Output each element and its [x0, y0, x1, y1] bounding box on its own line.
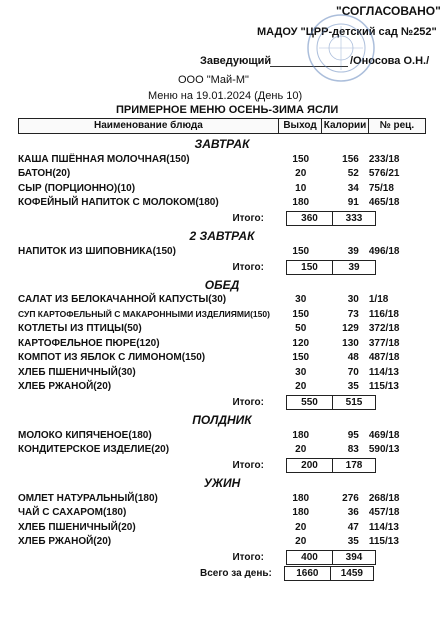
- dish-recipe: 233/18: [368, 153, 400, 165]
- total-calories: 333: [345, 213, 363, 224]
- table-row: [18, 351, 426, 366]
- section-total: [18, 260, 426, 275]
- table-row: [18, 152, 426, 167]
- dish-output: 20: [295, 536, 307, 548]
- dish-calories: 34: [347, 182, 359, 194]
- dish-output: 180: [292, 492, 310, 504]
- dish-calories: 70: [347, 366, 359, 378]
- dish-name: САЛАТ ИЗ БЕЛОКАЧАННОЙ КАПУСТЫ(30): [18, 294, 227, 306]
- dish-recipe: 465/18: [368, 197, 400, 209]
- dish-name: ОМЛЕТ НАТУРАЛЬНЫЙ(180): [18, 492, 158, 504]
- header-recipe: № рец.: [368, 119, 425, 133]
- dish-name: ЧАЙ С САХАРОМ(180): [18, 507, 127, 519]
- dish-output: 30: [295, 294, 307, 306]
- dish-name: ХЛЕБ ПШЕНИЧНЫЙ(30): [18, 366, 136, 378]
- dish-name: КОФЕЙНЫЙ НАПИТОК С МОЛОКОМ(180): [18, 197, 219, 209]
- stamp-seal: [305, 12, 377, 84]
- section-title: УЖИН: [203, 476, 241, 490]
- menu-date: Меню на 19.01.2024 (День 10): [148, 90, 303, 102]
- total-output: 550: [287, 396, 333, 409]
- dish-calories: 52: [347, 168, 359, 180]
- total-box: [286, 458, 376, 473]
- table-row: [18, 380, 426, 395]
- dish-output: 180: [292, 507, 310, 519]
- total-output: 150: [287, 261, 333, 274]
- dish-recipe: 372/18: [368, 323, 400, 335]
- dish-calories: 35: [347, 381, 359, 393]
- table-row: [18, 181, 426, 196]
- head-name: /Оносова О.Н./: [350, 55, 430, 67]
- section-total: [18, 211, 426, 226]
- dish-name: ХЛЕБ РЖАНОЙ(20): [18, 536, 112, 548]
- dish-output: 150: [292, 352, 310, 364]
- dish-recipe: 487/18: [368, 352, 400, 364]
- head-label: Заведующий: [200, 55, 272, 67]
- section-total: [18, 395, 426, 410]
- table-row: [18, 307, 426, 322]
- grand-total-output: 1660: [285, 567, 331, 580]
- header-calories: Калории: [321, 119, 367, 133]
- total-box: [286, 550, 376, 565]
- total-label: Итого:: [232, 261, 264, 273]
- grand-total-calories: 1459: [340, 568, 363, 579]
- dish-output: 20: [295, 168, 307, 180]
- dish-recipe: 1/18: [368, 294, 389, 306]
- dish-name: КОМПОТ ИЗ ЯБЛОК С ЛИМОНОМ(150): [18, 352, 206, 364]
- dish-calories: 48: [347, 352, 359, 364]
- total-output: 200: [287, 459, 333, 472]
- dish-calories: 39: [347, 245, 359, 257]
- total-output: 400: [287, 551, 333, 564]
- dish-name: КОНДИТЕРСКОЕ ИЗДЕЛИЕ(20): [18, 444, 170, 456]
- menu-title: ПРИМЕРНОЕ МЕНЮ ОСЕНЬ-ЗИМА ЯСЛИ: [116, 104, 339, 116]
- table-row: [18, 336, 426, 351]
- dish-name: ХЛЕБ ПШЕНИЧНЫЙ(20): [18, 521, 136, 533]
- menu-table: [18, 118, 426, 565]
- dish-calories: 36: [347, 507, 359, 519]
- dish-output: 150: [292, 245, 310, 257]
- organization-name: МАДОУ "ЦРР-детский сад №252": [257, 26, 437, 38]
- dish-recipe: 114/13: [368, 366, 399, 378]
- dish-calories: 35: [347, 536, 359, 548]
- total-output: 360: [287, 212, 333, 225]
- dish-recipe: 268/18: [368, 492, 400, 504]
- dish-output: 10: [295, 182, 307, 194]
- table-row: [18, 322, 426, 337]
- dish-recipe: 590/13: [368, 444, 400, 456]
- dish-recipe: 469/18: [368, 429, 400, 441]
- dish-output: 180: [292, 429, 310, 441]
- dish-name: КАША ПШЁННАЯ МОЛОЧНАЯ(150): [18, 153, 190, 165]
- dish-name: ХЛЕБ РЖАНОЙ(20): [18, 381, 112, 393]
- table-row: [18, 443, 426, 458]
- grand-total-label: Всего за день:: [200, 568, 272, 579]
- header-name: Наименование блюда: [94, 120, 203, 131]
- dish-name: КАРТОФЕЛЬНОЕ ПЮРЕ(120): [18, 337, 160, 349]
- dish-recipe: 576/21: [368, 168, 400, 180]
- table-row: [18, 365, 426, 380]
- table-header: [18, 118, 426, 134]
- table-row: [18, 196, 426, 211]
- dish-calories: 47: [347, 521, 359, 533]
- dish-output: 180: [292, 197, 310, 209]
- total-calories: 39: [348, 261, 360, 273]
- total-box: [286, 395, 376, 410]
- dish-name: БАТОН(20): [18, 168, 71, 180]
- total-label: Итого:: [232, 460, 264, 471]
- total-box: [286, 211, 376, 226]
- dish-calories: 95: [347, 429, 359, 441]
- dish-recipe: 116/18: [368, 308, 399, 320]
- section-total: [18, 458, 426, 473]
- total-calories: 515: [345, 397, 363, 408]
- section-title: ЗАВТРАК: [194, 137, 250, 151]
- total-label: Итого:: [232, 552, 264, 563]
- total-calories: 178: [345, 460, 363, 471]
- dish-recipe: 115/13: [368, 536, 399, 548]
- table-row: [18, 167, 426, 182]
- dish-recipe: 115/13: [368, 381, 399, 393]
- table-row: [18, 491, 426, 506]
- dish-calories: 91: [347, 197, 359, 209]
- grand-total-box: [284, 566, 374, 581]
- dish-calories: 156: [342, 153, 359, 165]
- dish-output: 50: [295, 323, 307, 335]
- total-label: Итого:: [232, 213, 264, 224]
- dish-recipe: 75/18: [368, 182, 394, 194]
- dish-output: 20: [295, 381, 307, 393]
- dish-calories: 276: [342, 492, 359, 504]
- table-row: [18, 520, 426, 535]
- dish-recipe: 377/18: [368, 337, 400, 349]
- table-row: [18, 506, 426, 521]
- dish-recipe: 496/18: [368, 245, 400, 257]
- dish-name: МОЛОКО КИПЯЧЕНОЕ(180): [18, 429, 152, 441]
- approval-title: "СОГЛАСОВАНО": [336, 4, 441, 18]
- dish-output: 120: [292, 337, 310, 349]
- table-row: [18, 428, 426, 443]
- dish-recipe: 457/18: [368, 507, 400, 519]
- dish-calories: 83: [347, 444, 359, 456]
- dish-output: 150: [292, 153, 310, 165]
- section-title: ПОЛДНИК: [192, 413, 252, 427]
- supplier-name: ООО "Май-М": [178, 74, 249, 86]
- dish-calories: 73: [347, 308, 359, 320]
- table-row: [18, 293, 426, 308]
- section-total: [18, 550, 426, 565]
- table-row: [18, 244, 426, 259]
- section-title: ОБЕД: [204, 277, 240, 292]
- dish-recipe: 114/13: [368, 521, 399, 533]
- dish-output: 20: [295, 444, 307, 456]
- total-calories: 394: [345, 552, 363, 563]
- dish-name: НАПИТОК ИЗ ШИПОВНИКА(150): [18, 245, 176, 257]
- total-box: [286, 260, 376, 275]
- grand-total: [200, 566, 374, 581]
- dish-output: 30: [295, 366, 307, 378]
- menu-sections: [18, 136, 426, 565]
- dish-name: СЫР (ПОРЦИОННО)(10): [18, 182, 136, 194]
- section-title: 2 ЗАВТРАК: [189, 229, 255, 243]
- header-output: Выход: [278, 119, 321, 133]
- dish-calories: 30: [347, 294, 359, 306]
- dish-calories: 130: [342, 337, 359, 349]
- total-label: Итого:: [232, 397, 264, 408]
- dish-name: СУП КАРТОФЕЛЬНЫЙ С МАКАРОННЫМИ ИЗДЕЛИЯМИ(150): [18, 309, 270, 320]
- dish-calories: 129: [342, 323, 359, 335]
- dish-name: КОТЛЕТЫ ИЗ ПТИЦЫ(50): [18, 323, 142, 335]
- dish-output: 150: [292, 308, 310, 320]
- dish-output: 20: [295, 521, 307, 533]
- table-row: [18, 535, 426, 550]
